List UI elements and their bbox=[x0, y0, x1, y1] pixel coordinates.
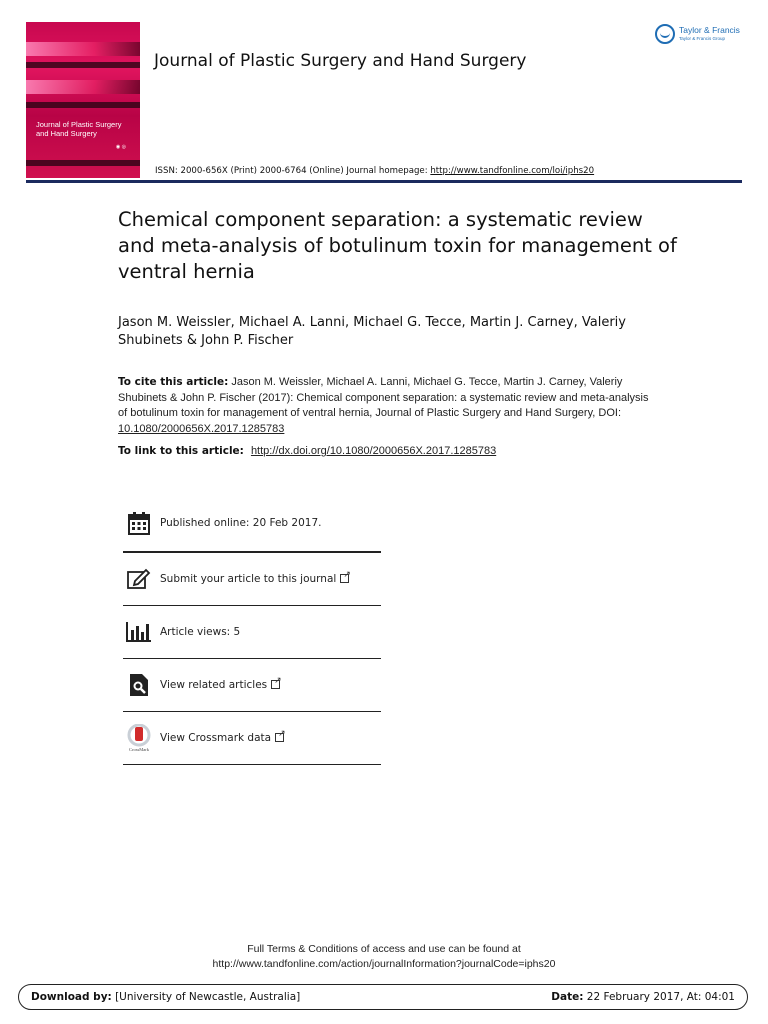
download-date bbox=[551, 991, 735, 1003]
related-articles-link[interactable]: View related articles↗ bbox=[160, 679, 280, 691]
cover-stripe bbox=[26, 80, 140, 94]
header-divider bbox=[26, 180, 742, 183]
external-link-icon bbox=[271, 680, 280, 689]
external-link-icon bbox=[275, 733, 284, 742]
citation-block bbox=[118, 375, 650, 437]
crossmark-row[interactable] bbox=[123, 712, 381, 765]
terms-url-link[interactable]: http://www.tandfonline.com/action/journalInformation?journalCode=iphs20 bbox=[212, 958, 556, 970]
published-row bbox=[123, 494, 381, 553]
document-search-icon bbox=[123, 671, 155, 699]
citation-label: To cite this article: bbox=[118, 376, 229, 388]
svg-text:CrossMark: CrossMark bbox=[129, 747, 149, 752]
doi-link[interactable]: 10.1080/2000656X.2017.1285783 bbox=[118, 422, 285, 435]
issn-line bbox=[155, 166, 594, 176]
publisher-group: Taylor & Francis Group bbox=[679, 36, 726, 41]
citation-text: Jason M. Weissler, Michael A. Lanni, Michael G. Tecce, Martin J. Carney, Valeriy Shubinets & John P. Fischer (2017): Chemical component separation: a systematic review and meta-analysis of botulinum toxin for management of ventral hernia, Journal of Plastic Surgery and Hand Surgery, DOI: bbox=[118, 376, 649, 419]
article-link-line bbox=[118, 445, 658, 457]
article-views-count: Article views: 5 bbox=[160, 626, 241, 638]
terms-line: Full Terms & Conditions of access and use can be found at bbox=[247, 943, 521, 955]
date-value: 22 February 2017, At: 04:01 bbox=[586, 991, 735, 1003]
download-value: [University of Newcastle, Australia] bbox=[115, 991, 301, 1003]
article-views-row bbox=[123, 606, 381, 659]
publisher-logo-icon bbox=[655, 24, 675, 44]
article-title: Chemical component separation: a systematic review and meta-analysis of botulinum toxin for management of ventral hernia bbox=[118, 208, 677, 283]
terms-notice bbox=[0, 942, 768, 972]
external-link-icon bbox=[340, 574, 349, 583]
publisher-logo bbox=[655, 24, 745, 46]
bar-chart-icon bbox=[123, 618, 155, 646]
cover-stripe bbox=[26, 160, 140, 166]
cover-stripe bbox=[26, 42, 140, 56]
journal-title: Journal of Plastic Surgery and Hand Surgery bbox=[154, 51, 527, 71]
article-info-box bbox=[123, 494, 381, 765]
download-label: Download by: bbox=[31, 991, 112, 1003]
article-authors: Jason M. Weissler, Michael A. Lanni, Michael G. Tecce, Martin J. Carney, Valeriy Shubinets & John P. Fischer bbox=[118, 315, 626, 348]
cover-publisher-mark: ◉ ◎ bbox=[115, 144, 126, 150]
link-label: To link to this article: bbox=[118, 445, 244, 457]
submit-article-link[interactable]: Submit your article to this journal↗ bbox=[160, 573, 349, 585]
crossmark-link[interactable]: View Crossmark data↗ bbox=[160, 732, 284, 744]
cover-title: Journal of Plastic Surgery and Hand Surgery bbox=[36, 120, 122, 138]
related-articles-row[interactable] bbox=[123, 659, 381, 712]
publisher-name: Taylor & Francis bbox=[679, 25, 740, 35]
date-label: Date: bbox=[551, 991, 584, 1003]
journal-homepage-link[interactable]: http://www.tandfonline.com/loi/iphs20 bbox=[430, 166, 595, 176]
crossmark-icon bbox=[123, 724, 155, 752]
calendar-icon bbox=[123, 509, 155, 537]
article-url-link[interactable]: http://dx.doi.org/10.1080/2000656X.2017.1285783 bbox=[250, 445, 497, 457]
edit-icon bbox=[123, 565, 155, 593]
cover-stripe bbox=[26, 102, 140, 108]
issn-text: ISSN: 2000-656X (Print) 2000-6764 (Online) Journal homepage: bbox=[155, 166, 428, 176]
download-info bbox=[31, 991, 300, 1003]
download-footer bbox=[18, 984, 748, 1010]
journal-cover-image bbox=[26, 22, 140, 178]
cover-stripe bbox=[26, 62, 140, 68]
submit-article-row[interactable] bbox=[123, 553, 381, 606]
published-date: Published online: 20 Feb 2017. bbox=[160, 516, 322, 529]
